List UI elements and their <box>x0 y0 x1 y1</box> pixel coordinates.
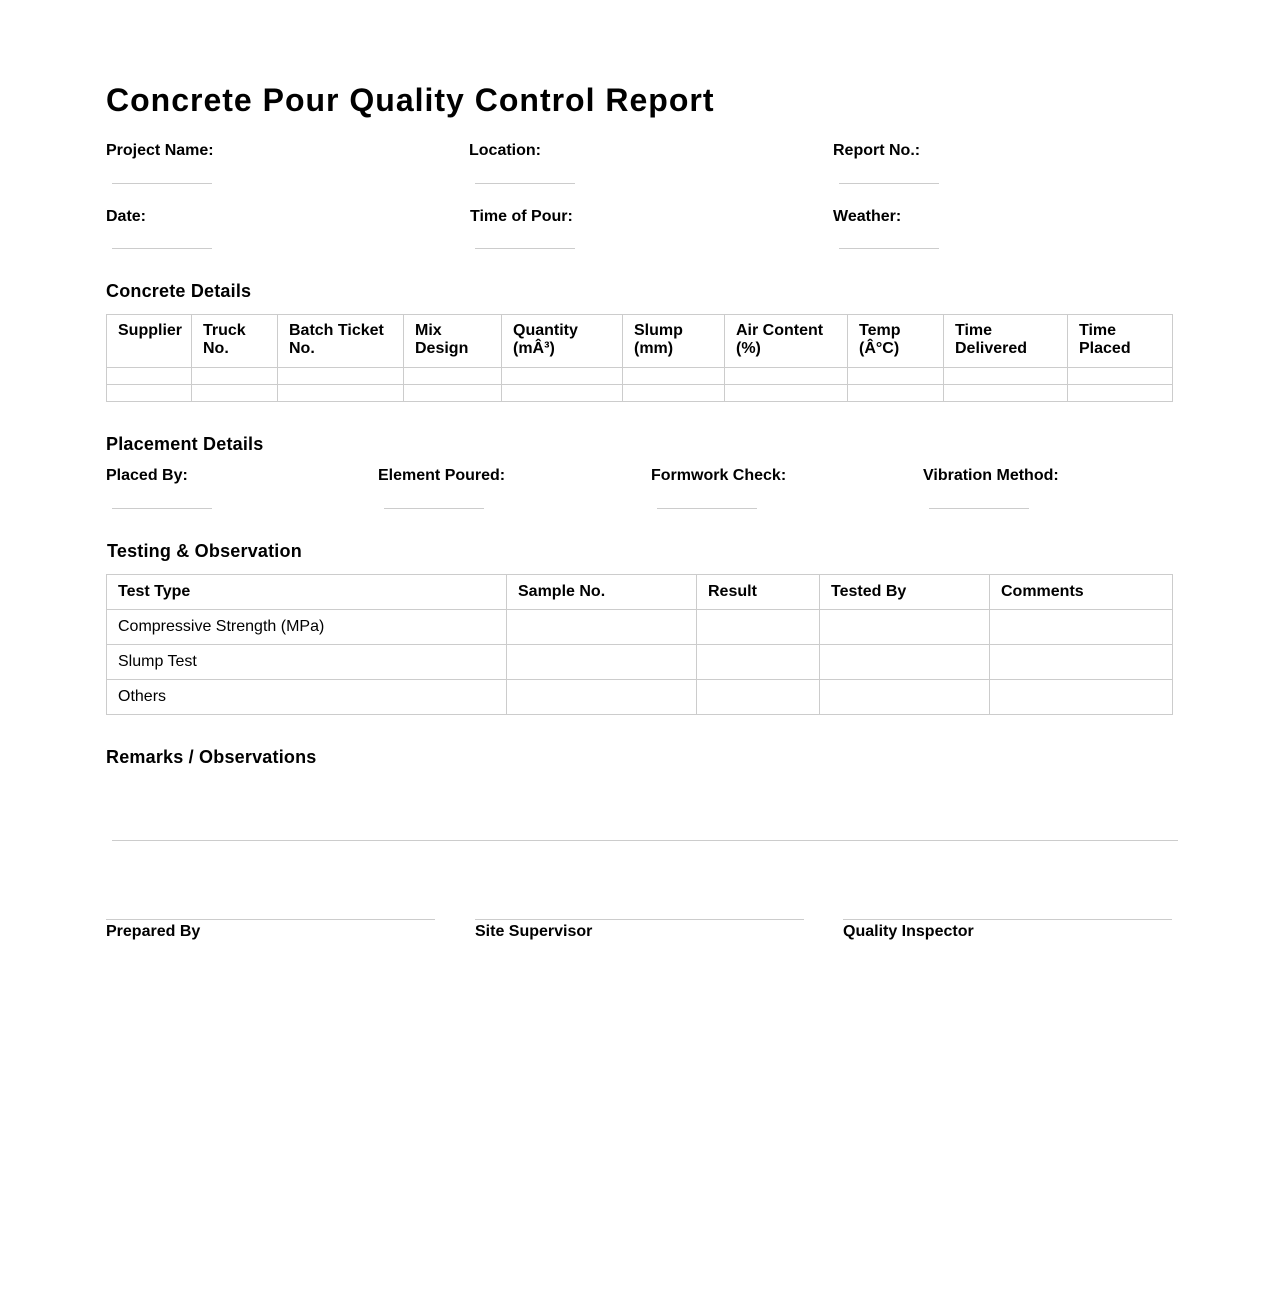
time-of-pour-field <box>470 208 573 226</box>
vibration-method-label: Vibration Method: <box>923 467 1059 484</box>
table-cell[interactable] <box>404 385 502 402</box>
placed-by-field <box>106 467 188 485</box>
testing-heading: Testing & Observation <box>107 541 302 561</box>
formwork-check-field <box>651 467 786 485</box>
element-poured-field <box>378 467 505 485</box>
element-poured-label: Element Poured: <box>378 467 506 484</box>
location-field <box>469 142 541 160</box>
table-cell[interactable] <box>820 680 990 715</box>
table-cell[interactable] <box>502 368 623 385</box>
report-no-input-line[interactable] <box>839 183 939 184</box>
table-cell[interactable] <box>697 610 820 645</box>
signature-quality-inspector[interactable] <box>843 919 1172 941</box>
col-result: Result <box>697 575 820 610</box>
table-cell[interactable] <box>848 385 944 402</box>
table-cell[interactable] <box>944 385 1068 402</box>
table-cell[interactable] <box>697 680 820 715</box>
table-cell[interactable] <box>192 368 278 385</box>
table-cell[interactable] <box>404 368 502 385</box>
formwork-check-input-line[interactable] <box>657 508 757 509</box>
concrete-details-table <box>106 314 1173 402</box>
vibration-method-field <box>923 467 1059 485</box>
col-test-type: Test Type <box>107 575 507 610</box>
vibration-method-input-line[interactable] <box>929 508 1029 509</box>
table-cell[interactable] <box>192 385 278 402</box>
remarks-input-line[interactable] <box>112 840 1178 841</box>
test-type-cell: Others <box>107 680 507 715</box>
col-time-placed: Time Placed <box>1068 315 1173 368</box>
table-row <box>107 645 1173 680</box>
col-sample-no: Sample No. <box>507 575 697 610</box>
table-cell[interactable] <box>107 385 192 402</box>
report-title: Concrete Pour Quality Control Report <box>106 82 715 118</box>
report-no-field <box>833 142 920 160</box>
table-row <box>107 368 1173 385</box>
testing-header-row <box>107 575 1173 610</box>
time-of-pour-label: Time of Pour: <box>470 208 573 225</box>
col-temp: Temp (Â°C) <box>848 315 944 368</box>
col-mix-design: Mix Design <box>404 315 502 368</box>
table-cell[interactable] <box>502 385 623 402</box>
location-input-line[interactable] <box>475 183 575 184</box>
table-cell[interactable] <box>820 610 990 645</box>
table-cell[interactable] <box>107 368 192 385</box>
placed-by-label: Placed By: <box>106 467 188 484</box>
placement-details-heading: Placement Details <box>106 434 264 454</box>
table-cell[interactable] <box>820 645 990 680</box>
table-cell[interactable] <box>725 385 848 402</box>
table-cell[interactable] <box>507 610 697 645</box>
report-no-label: Report No.: <box>833 142 921 159</box>
table-cell[interactable] <box>848 368 944 385</box>
element-poured-input-line[interactable] <box>384 508 484 509</box>
testing-table <box>106 574 1173 715</box>
table-row <box>107 680 1173 715</box>
table-cell[interactable] <box>725 368 848 385</box>
time-of-pour-input-line[interactable] <box>475 248 575 249</box>
test-type-cell: Compressive Strength (MPa) <box>107 610 507 645</box>
signature-prepared-by[interactable] <box>106 919 435 941</box>
date-label: Date: <box>106 208 147 225</box>
weather-field <box>833 208 901 226</box>
project-name-field <box>106 142 214 160</box>
col-time-delivered: Time Delivered <box>944 315 1068 368</box>
table-cell[interactable] <box>278 385 404 402</box>
col-slump: Slump (mm) <box>623 315 725 368</box>
weather-label: Weather: <box>833 208 902 225</box>
table-row <box>107 610 1173 645</box>
table-cell[interactable] <box>507 680 697 715</box>
col-tested-by: Tested By <box>820 575 990 610</box>
col-truck-no: Truck No. <box>192 315 278 368</box>
col-quantity: Quantity (mÂ³) <box>502 315 623 368</box>
concrete-header-row <box>107 315 1173 368</box>
quality-inspector-label: Quality Inspector <box>843 923 974 940</box>
table-cell[interactable] <box>697 645 820 680</box>
table-cell[interactable] <box>990 680 1173 715</box>
concrete-details-heading: Concrete Details <box>106 281 252 301</box>
table-cell[interactable] <box>990 645 1173 680</box>
table-cell[interactable] <box>1068 385 1173 402</box>
col-comments: Comments <box>990 575 1173 610</box>
date-input-line[interactable] <box>112 248 212 249</box>
col-batch-ticket-no: Batch Ticket No. <box>278 315 404 368</box>
table-cell[interactable] <box>990 610 1173 645</box>
table-cell[interactable] <box>1068 368 1173 385</box>
prepared-by-label: Prepared By <box>106 923 201 940</box>
col-supplier: Supplier <box>107 315 192 368</box>
placed-by-input-line[interactable] <box>112 508 212 509</box>
remarks-heading: Remarks / Observations <box>106 747 317 767</box>
col-air-content: Air Content (%) <box>725 315 848 368</box>
date-field <box>106 208 146 226</box>
table-cell[interactable] <box>507 645 697 680</box>
location-label: Location: <box>469 142 541 159</box>
test-type-cell: Slump Test <box>107 645 507 680</box>
weather-input-line[interactable] <box>839 248 939 249</box>
table-cell[interactable] <box>278 368 404 385</box>
project-name-label: Project Name: <box>106 142 214 159</box>
site-supervisor-label: Site Supervisor <box>475 923 593 940</box>
formwork-check-label: Formwork Check: <box>651 467 787 484</box>
table-cell[interactable] <box>623 385 725 402</box>
signature-site-supervisor[interactable] <box>475 919 804 941</box>
table-cell[interactable] <box>944 368 1068 385</box>
project-name-input-line[interactable] <box>112 183 212 184</box>
table-row <box>107 385 1173 402</box>
table-cell[interactable] <box>623 368 725 385</box>
